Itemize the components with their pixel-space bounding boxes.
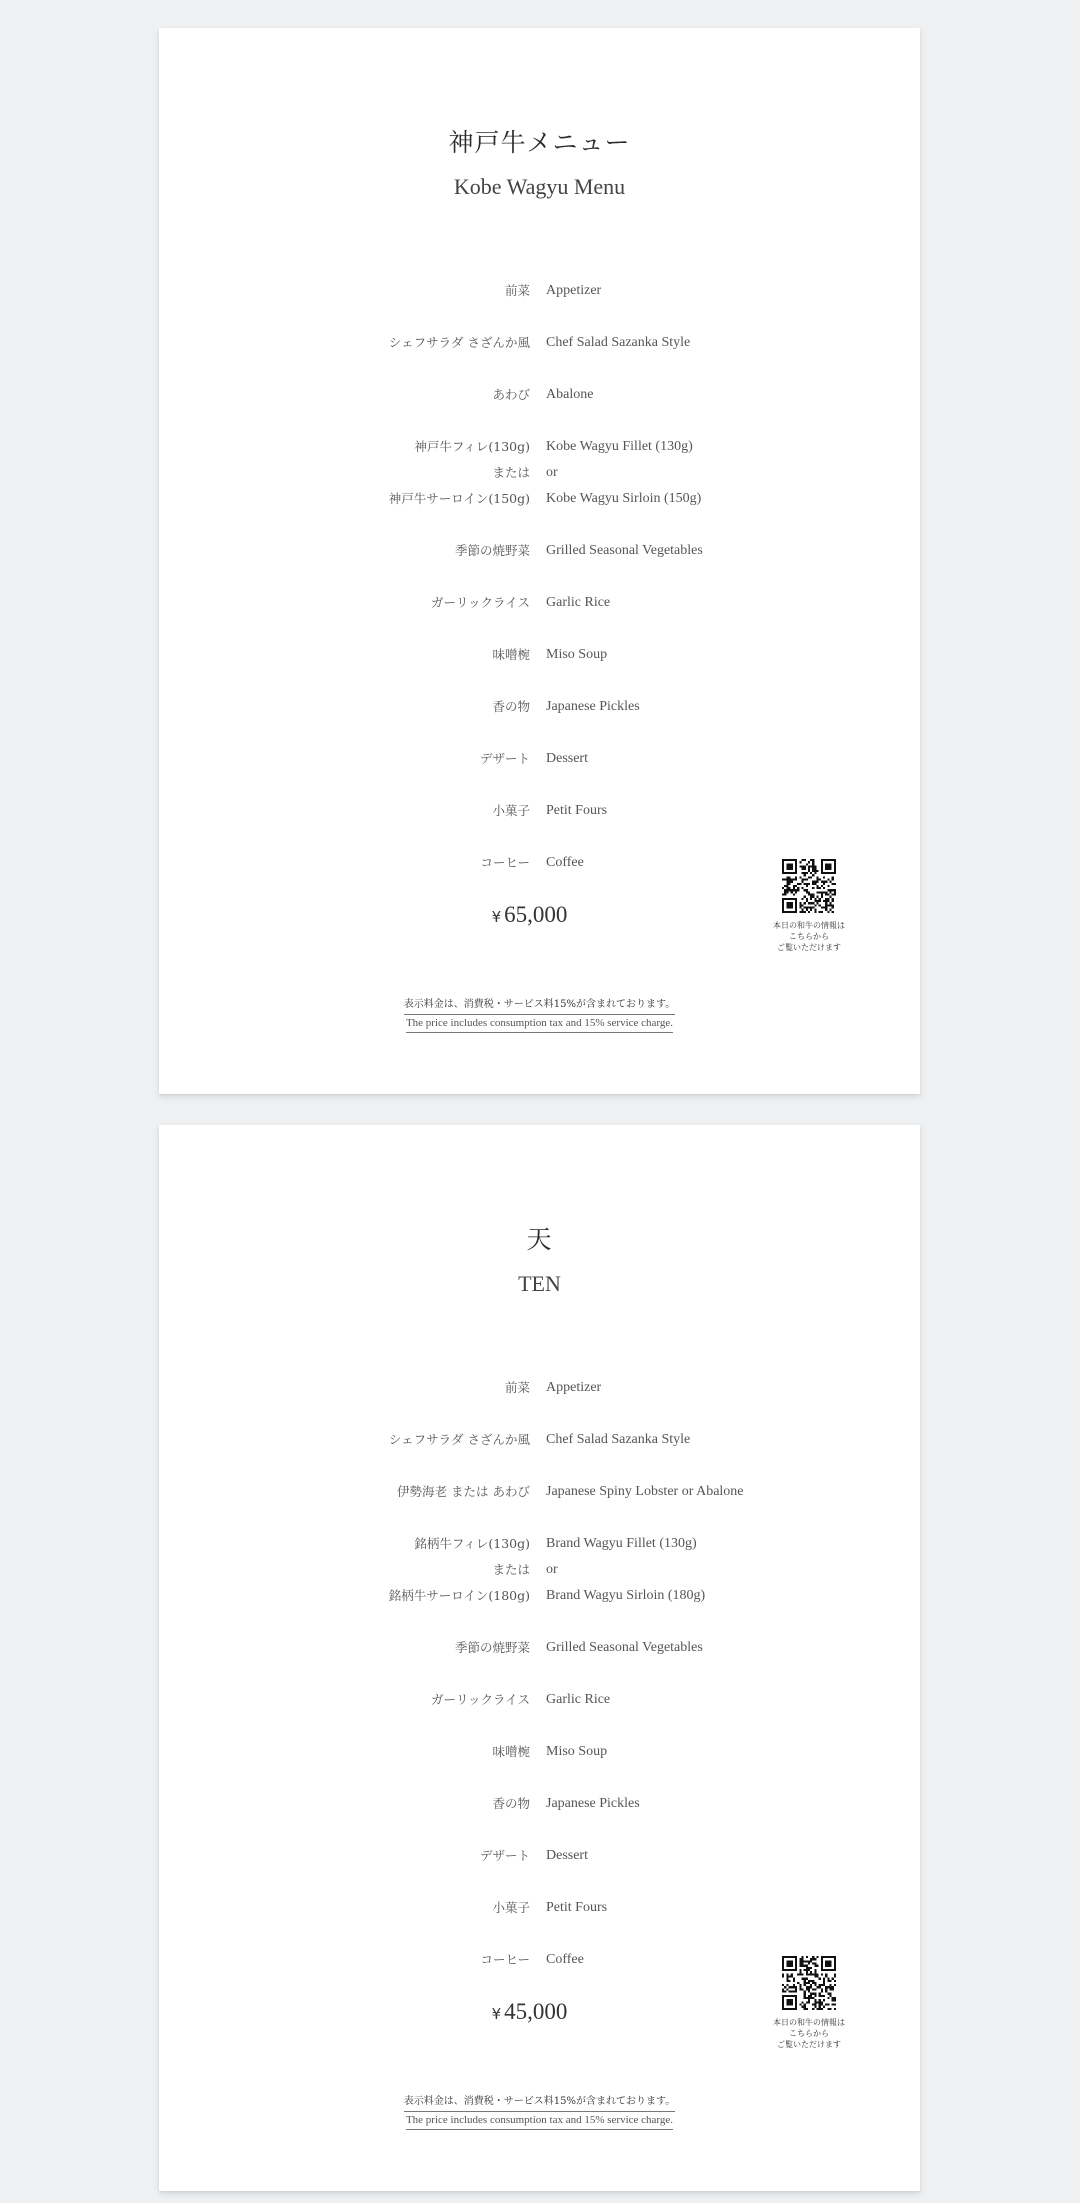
qr-caption-line: ご覧いただけます <box>777 2040 841 2049</box>
course-name-japanese: コーヒー <box>480 1952 530 1967</box>
course-name-english: Petit Fours <box>546 1900 608 1915</box>
course-item <box>159 333 920 359</box>
course-item <box>159 1794 920 1820</box>
tax-note-english <box>159 2112 920 2130</box>
course-item <box>159 541 920 567</box>
qr-caption <box>749 920 869 953</box>
course-item <box>159 1482 920 1508</box>
tax-note-english-text: The price includes consumption tax and 15% service charge. <box>406 1015 673 1033</box>
price-value: 65,000 <box>504 902 568 927</box>
course-item <box>159 1638 920 1664</box>
course-item <box>159 281 920 307</box>
course-item <box>159 489 920 515</box>
tax-note-japanese-text: 表示料金は、消費税・サービス料15%が含まれております。 <box>404 2094 675 2112</box>
course-name-japanese: 小菓子 <box>492 803 530 818</box>
course-item <box>159 385 920 411</box>
course-name-english: or <box>546 465 558 480</box>
course-item <box>159 1586 920 1612</box>
tax-note-japanese <box>159 2094 920 2112</box>
course-name-japanese: ガーリックライス <box>430 1692 530 1707</box>
tax-note-english <box>159 1015 920 1033</box>
price-value: 45,000 <box>504 1999 568 2024</box>
course-name-english: Brand Wagyu Fillet (130g) <box>546 1536 697 1551</box>
menu-title-japanese: 天 <box>526 1225 553 1254</box>
course-name-english: Japanese Pickles <box>546 1796 640 1811</box>
course-name-japanese: 神戸牛サーロイン(150g) <box>388 491 530 506</box>
course-item <box>159 749 920 775</box>
menu-title-japanese: 神戸牛メニュー <box>448 128 631 157</box>
tax-note-japanese-text: 表示料金は、消費税・サービス料15%が含まれております。 <box>404 997 675 1015</box>
course-name-japanese: 伊勢海老 または あわび <box>397 1484 530 1499</box>
course-name-japanese: 小菓子 <box>492 1900 530 1915</box>
qr-caption-line: 本日の和牛の情報は <box>773 2018 845 2027</box>
course-name-english: Japanese Pickles <box>546 699 640 714</box>
course-name-japanese: シェフサラダ さざんか風 <box>388 335 530 350</box>
course-item <box>159 1430 920 1456</box>
course-name-english: Grilled Seasonal Vegetables <box>546 1640 703 1655</box>
tax-note-japanese <box>159 997 920 1015</box>
course-name-english: Chef Salad Sazanka Style <box>546 335 691 350</box>
course-name-english: Grilled Seasonal Vegetables <box>546 543 703 558</box>
course-name-japanese: 香の物 <box>492 1796 530 1811</box>
course-name-english: Japanese Spiny Lobster or Abalone <box>546 1484 744 1499</box>
course-item <box>159 1742 920 1768</box>
course-name-english: Miso Soup <box>546 1744 608 1759</box>
course-name-english: Appetizer <box>546 283 602 298</box>
course-name-japanese: 前菜 <box>504 283 530 298</box>
yen-symbol: ¥ <box>491 908 502 926</box>
course-name-japanese: 銘柄牛サーロイン(180g) <box>388 1588 530 1603</box>
course-name-english: Garlic Rice <box>546 595 611 610</box>
menu-page-ten <box>159 1125 920 2191</box>
qr-caption-line: ご覧いただけます <box>777 943 841 952</box>
menu-title-english: Kobe Wagyu Menu <box>453 174 626 199</box>
course-name-english: Coffee <box>546 855 584 870</box>
course-name-english: Chef Salad Sazanka Style <box>546 1432 691 1447</box>
course-item <box>159 645 920 671</box>
course-item <box>159 1378 920 1404</box>
course-name-english: Miso Soup <box>546 647 608 662</box>
course-item <box>159 697 920 723</box>
qr-caption-line: こちらから <box>789 932 829 941</box>
course-name-english: Dessert <box>546 1848 588 1863</box>
course-name-english: Kobe Wagyu Sirloin (150g) <box>546 491 702 506</box>
course-name-japanese: ガーリックライス <box>430 595 530 610</box>
course-name-japanese: 味噌椀 <box>492 647 530 662</box>
course-item <box>159 463 920 489</box>
qr-code-icon[interactable] <box>782 1956 836 2010</box>
course-name-english: or <box>546 1562 558 1577</box>
course-name-english: Brand Wagyu Sirloin (180g) <box>546 1588 706 1603</box>
course-item <box>159 1898 920 1924</box>
course-name-japanese: または <box>492 1562 530 1577</box>
course-name-english: Appetizer <box>546 1380 602 1395</box>
qr-code-icon[interactable] <box>782 859 836 913</box>
tax-note-english-text: The price includes consumption tax and 15% service charge. <box>406 2112 673 2130</box>
course-name-english: Coffee <box>546 1952 584 1967</box>
course-name-japanese: または <box>492 465 530 480</box>
yen-symbol: ¥ <box>491 2005 502 2023</box>
course-name-japanese: 季節の焼野菜 <box>454 543 530 558</box>
menu-page-kobe-wagyu <box>159 28 920 1094</box>
course-name-english: Garlic Rice <box>546 1692 611 1707</box>
course-name-japanese: あわび <box>492 387 530 402</box>
course-item <box>159 1534 920 1560</box>
course-name-japanese: 季節の焼野菜 <box>454 1640 530 1655</box>
qr-caption-line: 本日の和牛の情報は <box>773 921 845 930</box>
course-name-english: Petit Fours <box>546 803 608 818</box>
course-item <box>159 1690 920 1716</box>
course-item <box>159 593 920 619</box>
course-name-japanese: デザート <box>479 1848 530 1863</box>
qr-caption <box>749 2017 869 2050</box>
course-name-japanese: 銘柄牛フィレ(130g) <box>414 1536 530 1551</box>
course-name-english: Dessert <box>546 751 588 766</box>
course-name-japanese: デザート <box>479 751 530 766</box>
course-item <box>159 1846 920 1872</box>
course-name-japanese: シェフサラダ さざんか風 <box>388 1432 530 1447</box>
course-name-english: Abalone <box>546 387 594 402</box>
course-item <box>159 437 920 463</box>
course-name-japanese: 味噌椀 <box>492 1744 530 1759</box>
course-name-japanese: 神戸牛フィレ(130g) <box>414 439 530 454</box>
course-name-japanese: 前菜 <box>504 1380 530 1395</box>
course-name-english: Kobe Wagyu Fillet (130g) <box>546 439 693 454</box>
course-name-japanese: コーヒー <box>480 855 530 870</box>
menu-title-english: TEN <box>518 1271 561 1296</box>
course-item <box>159 801 920 827</box>
qr-caption-line: こちらから <box>789 2029 829 2038</box>
course-name-japanese: 香の物 <box>492 699 530 714</box>
course-item <box>159 1560 920 1586</box>
